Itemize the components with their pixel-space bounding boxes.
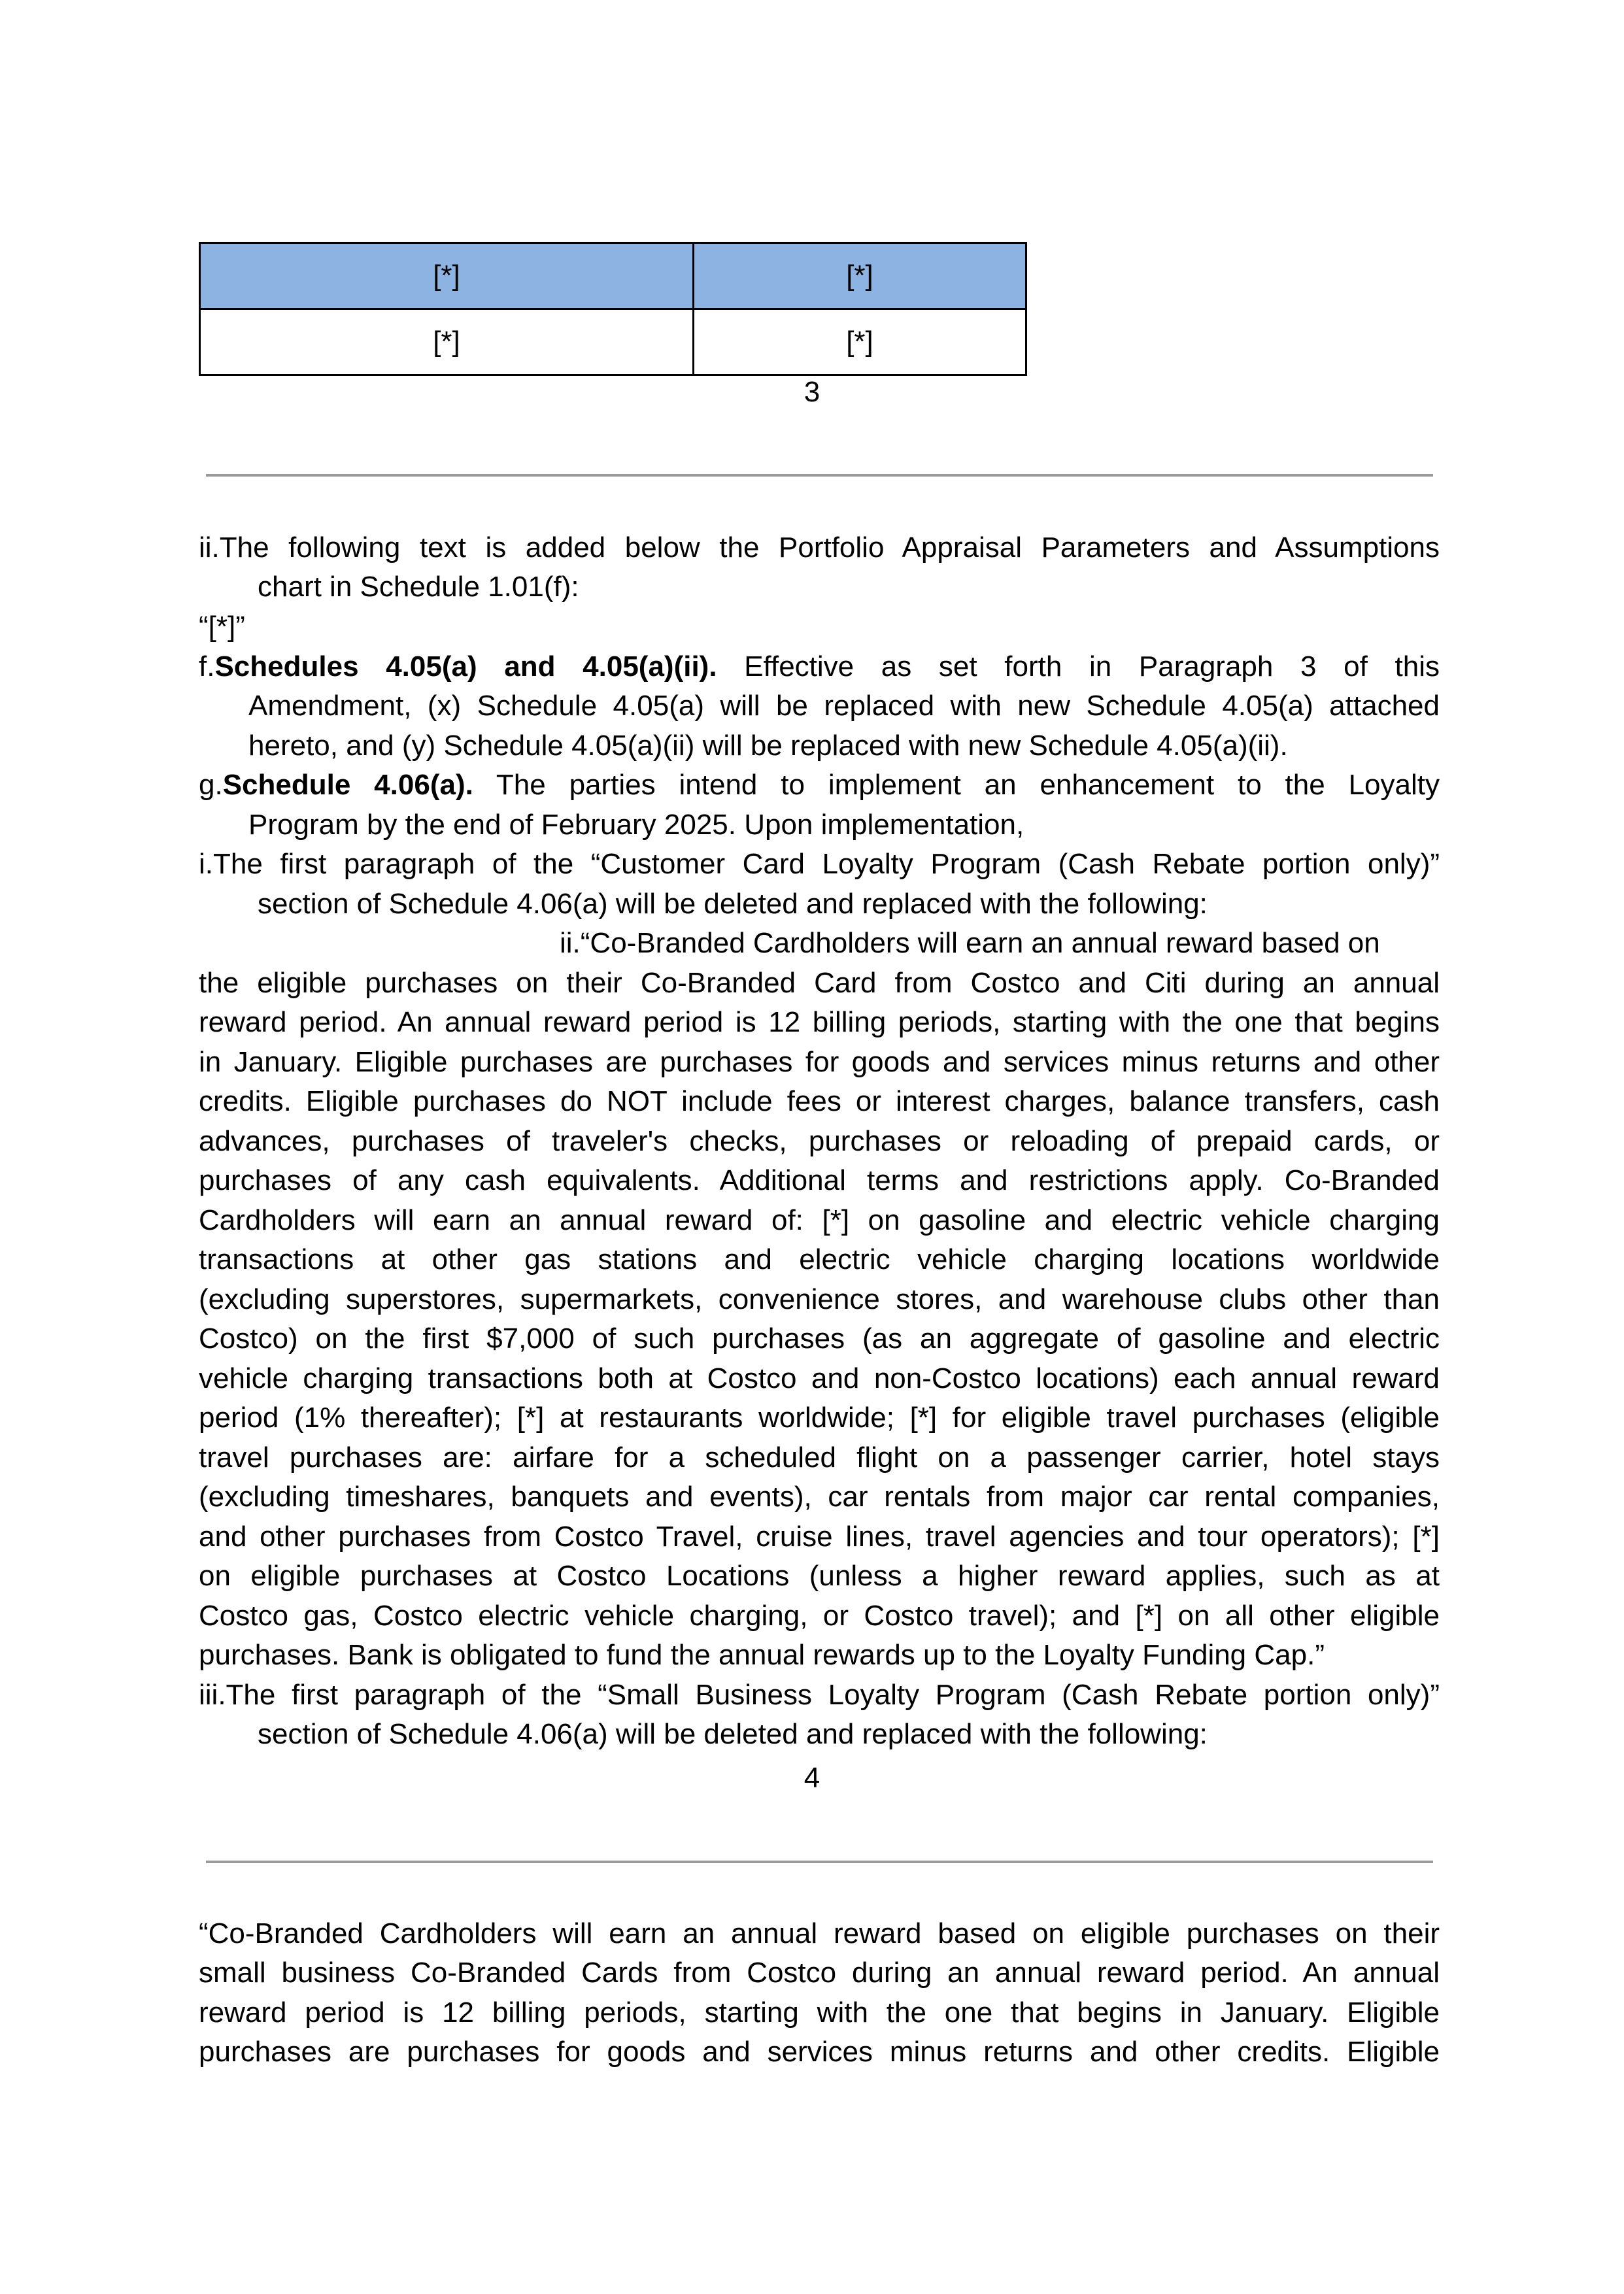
text-line: (excluding superstores, supermarkets, convenience stores, and warehouse clubs other than (199, 1283, 1440, 1315)
table-row (200, 309, 1026, 375)
table-cell: [*] (200, 309, 694, 375)
section-f-title: Schedules 4.05(a) and 4.05(a)(ii). (214, 650, 717, 683)
section-g-title: Schedule 4.06(a). (222, 769, 473, 801)
text-line: ii.The following text is added below the Portfolio Appraisal Parameters and Assumptions (199, 531, 1440, 564)
text-line: section of Schedule 4.06(a) will be deleted and replaced with the following: (258, 888, 1208, 920)
text-line: credits. Eligible purchases do NOT include fees or interest charges, balance transfers, cash (199, 1085, 1440, 1117)
text-line: vehicle charging transactions both at Costco and non-Costco locations) each annual reward (199, 1362, 1440, 1394)
text-line: and other purchases from Costco Travel, cruise lines, travel agencies and tour operators); [*] (199, 1521, 1440, 1553)
page-number: 4 (804, 1762, 820, 1794)
text-line: in January. Eligible purchases are purchases for goods and services minus returns and other (199, 1046, 1440, 1078)
text-line: Cardholders will earn an annual reward of: [*] on gasoline and electric vehicle charging (199, 1204, 1440, 1236)
text-line: advances, purchases of traveler's checks, purchases or reloading of prepaid cards, or (199, 1125, 1440, 1157)
text-line: transactions at other gas stations and electric vehicle charging locations worldwide (199, 1243, 1440, 1275)
text-line: purchases are purchases for goods and services minus returns and other credits. Eligible (199, 2036, 1440, 2068)
text-line: f. (199, 650, 215, 683)
text-line: travel purchases are: airfare for a scheduled flight on a passenger carrier, hotel stays (199, 1442, 1440, 1474)
text-line: i.The first paragraph of the “Customer Card Loyalty Program (Cash Rebate portion only)” (199, 848, 1440, 880)
table-header-cell: [*] (694, 243, 1026, 309)
text-line: purchases of any cash equivalents. Additional terms and restrictions apply. Co-Branded (199, 1164, 1440, 1196)
text-line: reward period is 12 billing periods, starting with the one that begins in January. Eligible (199, 1997, 1440, 2029)
text-line: iii.The first paragraph of the “Small Business Loyalty Program (Cash Rebate portion only)” (199, 1679, 1440, 1711)
text-line: Program by the end of February 2025. Upon implementation, (248, 809, 1024, 841)
text-line: (excluding timeshares, banquets and events), car rentals from major car rental companies, (199, 1481, 1440, 1513)
table-header-cell: [*] (200, 243, 694, 309)
page-divider (206, 474, 1433, 477)
page-number: 3 (804, 376, 820, 408)
section-g-heading (199, 768, 1440, 802)
text-line: ii.“Co-Branded Cardholders will earn an annual reward based on (560, 927, 1380, 959)
text-line: Effective as set forth in Paragraph 3 of this (717, 650, 1440, 683)
text-line: period (1% thereafter); [*] at restaurants worldwide; [*] for eligible travel purchases (eligible (199, 1402, 1440, 1434)
text-line: section of Schedule 4.06(a) will be deleted and replaced with the following: (258, 1718, 1208, 1750)
page-divider (206, 1861, 1433, 1863)
text-line: chart in Schedule 1.01(f): (258, 571, 579, 603)
text-line: g. (199, 769, 223, 801)
text-line: The parties intend to implement an enhancement to the Loyalty (473, 769, 1440, 801)
text-line: Costco gas, Costco electric vehicle charging, or Costco travel); and [*] on all other eligible (199, 1600, 1440, 1632)
text-line: small business Co-Branded Cards from Costco during an annual reward period. An annual (199, 1957, 1440, 1989)
section-f-heading (199, 650, 1440, 684)
text-line: “Co-Branded Cardholders will earn an annual reward based on eligible purchases on their (199, 1917, 1440, 1949)
text-line: hereto, and (y) Schedule 4.05(a)(ii) will be replaced with new Schedule 4.05(a)(ii). (248, 730, 1288, 762)
text-line: the eligible purchases on their Co-Branded Card from Costco and Citi during an annual (199, 967, 1440, 999)
text-line: on eligible purchases at Costco Locations (unless a higher reward applies, such as at (199, 1560, 1440, 1592)
text-line: Costco) on the first $7,000 of such purchases (as an aggregate of gasoline and electric (199, 1323, 1440, 1355)
table-header-row (200, 243, 1026, 309)
text-line: reward period. An annual reward period is 12 billing periods, starting with the one that begins (199, 1006, 1440, 1038)
text-line: Amendment, (x) Schedule 4.05(a) will be replaced with new Schedule 4.05(a) attached (248, 690, 1440, 722)
table-cell: [*] (694, 309, 1026, 375)
text-line: “[*]” (199, 611, 245, 643)
schedule-table (199, 242, 1027, 376)
text-line: purchases. Bank is obligated to fund the annual rewards up to the Loyalty Funding Cap.” (199, 1639, 1325, 1671)
